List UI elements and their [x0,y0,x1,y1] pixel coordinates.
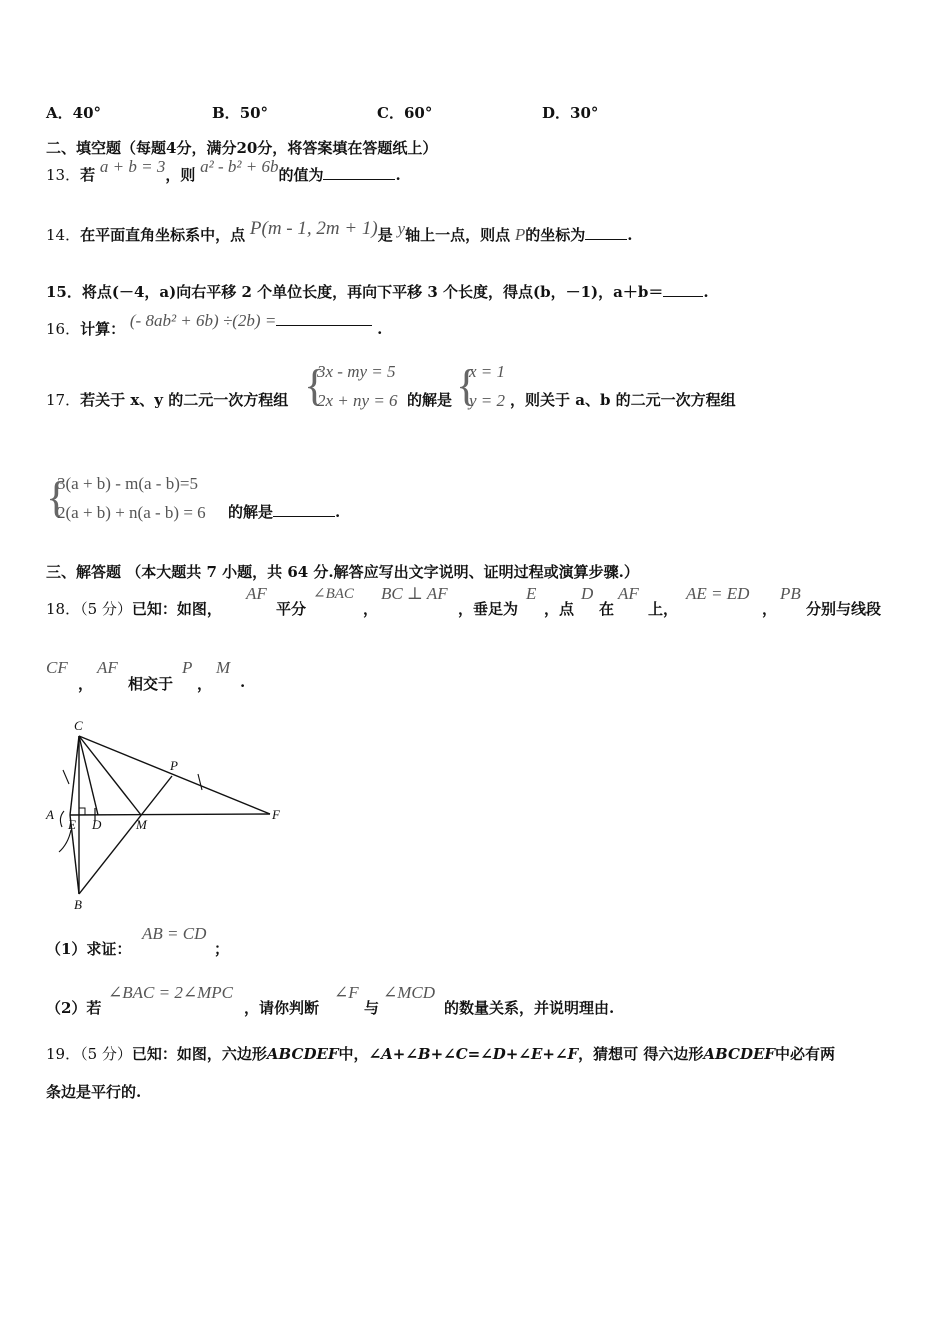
question-19-line1: 19．（5 分）已知：如图，六边形ABCDEF中，∠A+∠B+∠C=∠D+∠E+∠F，猜想可 得六边形ABCDEF中必有两 [46,1045,836,1063]
label-f: F [272,807,280,822]
q18-e: E [526,584,537,603]
segment-cf [79,736,270,814]
arc-b [59,830,71,852]
q18-part2-f: ∠F [334,983,359,1002]
label-b: B [74,897,82,912]
q18-part2-expr: ∠BAC = 2∠MPC [108,983,233,1002]
q18-pb: PB [780,584,801,603]
tick-pf [198,774,202,790]
question-16: 16．计算： (- 8ab² + 6b) ÷(2b) = . [46,311,383,338]
q18-t7: 相交于 [128,675,174,693]
q17-mid: 的解是 [407,391,453,409]
question-15: 15．将点(－4，a)向右平移 2 个单位长度，再向下平移 3 个长度，得点(b，－1)，a＋b＝ . [46,283,709,301]
q17-post: ，则关于 a、b 的二元一次方程组 [510,391,736,409]
equation-system-2: { 3(a + b) - m(a - b)=5 2(a + b) + n(a - b) = 6 [46,473,206,522]
q18-part2-label: （2）若 [46,999,102,1017]
arc-a [60,811,64,827]
choice-b: B．50° [212,104,269,122]
q18-comma2: ， [762,600,778,618]
question-19-line2: 条边是平行的. [46,1083,142,1101]
choice-d: D．30° [542,104,599,122]
q18-part2-t1: ，请你判断 [244,999,320,1017]
segment-af [70,814,270,815]
q18-part2-mcd: ∠MCD [383,983,436,1002]
q18-t1: 平分 [276,600,307,618]
q18-af2: AF [618,584,639,603]
label-d: D [92,817,102,832]
segment-ca [70,736,79,815]
q18-end: . [240,673,246,691]
q18-t6: 分别与线段 [806,600,882,618]
q18-comma3: ， [78,675,94,693]
q18-bcaf: BC ⊥ AF [381,584,448,603]
q18-p: P [182,658,193,677]
q18-part2-t3: 的数量关系，并说明理由. [444,999,615,1017]
q18-comma: ， [363,600,379,618]
q18-part2-t2: 与 [364,999,380,1017]
q18-m: M [216,658,231,677]
question-17-text: 17．若关于 x、y 的二元一次方程组 [46,391,289,409]
label-a: A [46,807,54,822]
q18-part1-expr: AB = CD [142,924,207,943]
q18-t3: ，点 [544,600,575,618]
label-m: M [136,817,147,832]
right-angle-mark [79,808,85,815]
label-p: P [170,758,178,773]
choice-a: A．40° [46,104,102,122]
q18-comma4: ， [197,675,213,693]
q18-t5: 上， [648,600,679,618]
label-e: E [68,817,76,832]
q18-part1-label: （1）求证： [46,940,132,958]
question-18-line1: 18．（5 分）已知：如图， [46,600,222,618]
question-13: 13．若 a + b = 3，则 a² - b² + 6b的值为 . [46,157,401,184]
q17-post2: 的解是 . [228,503,341,521]
section3-title: 三、解答题 （本大题共 7 小题，共 64 分.解答应写出文字说明、证明过程或演算步骤.） [46,563,639,581]
equation-system-1: { 3x - my = 5 2x + ny = 6 [304,361,398,410]
q18-bac: ∠BAC [313,586,354,602]
label-c: C [74,718,83,733]
q18-af3: AF [97,658,118,677]
solution-system: { x = 1 y = 2 [456,361,506,410]
question-14: 14．在平面直角坐标系中，点 P(m - 1, 2m + 1)是 y轴上一点，则点 P的坐标为 . [46,218,633,244]
q18-t2: ，垂足为 [458,600,519,618]
tick-ca [63,770,69,784]
q18-cf: CF [46,658,68,677]
q18-af: AF [246,584,267,603]
q18-aeed: AE = ED [686,584,750,603]
geometry-figure [40,712,300,917]
q18-part1-end: ； [214,940,230,958]
section2-title: 二、填空题（每题4分，满分20分，将答案填在答题纸上） [46,139,438,157]
q18-d: D [581,584,594,603]
choice-c: C．60° [377,104,433,122]
q18-t4: 在 [599,600,615,618]
